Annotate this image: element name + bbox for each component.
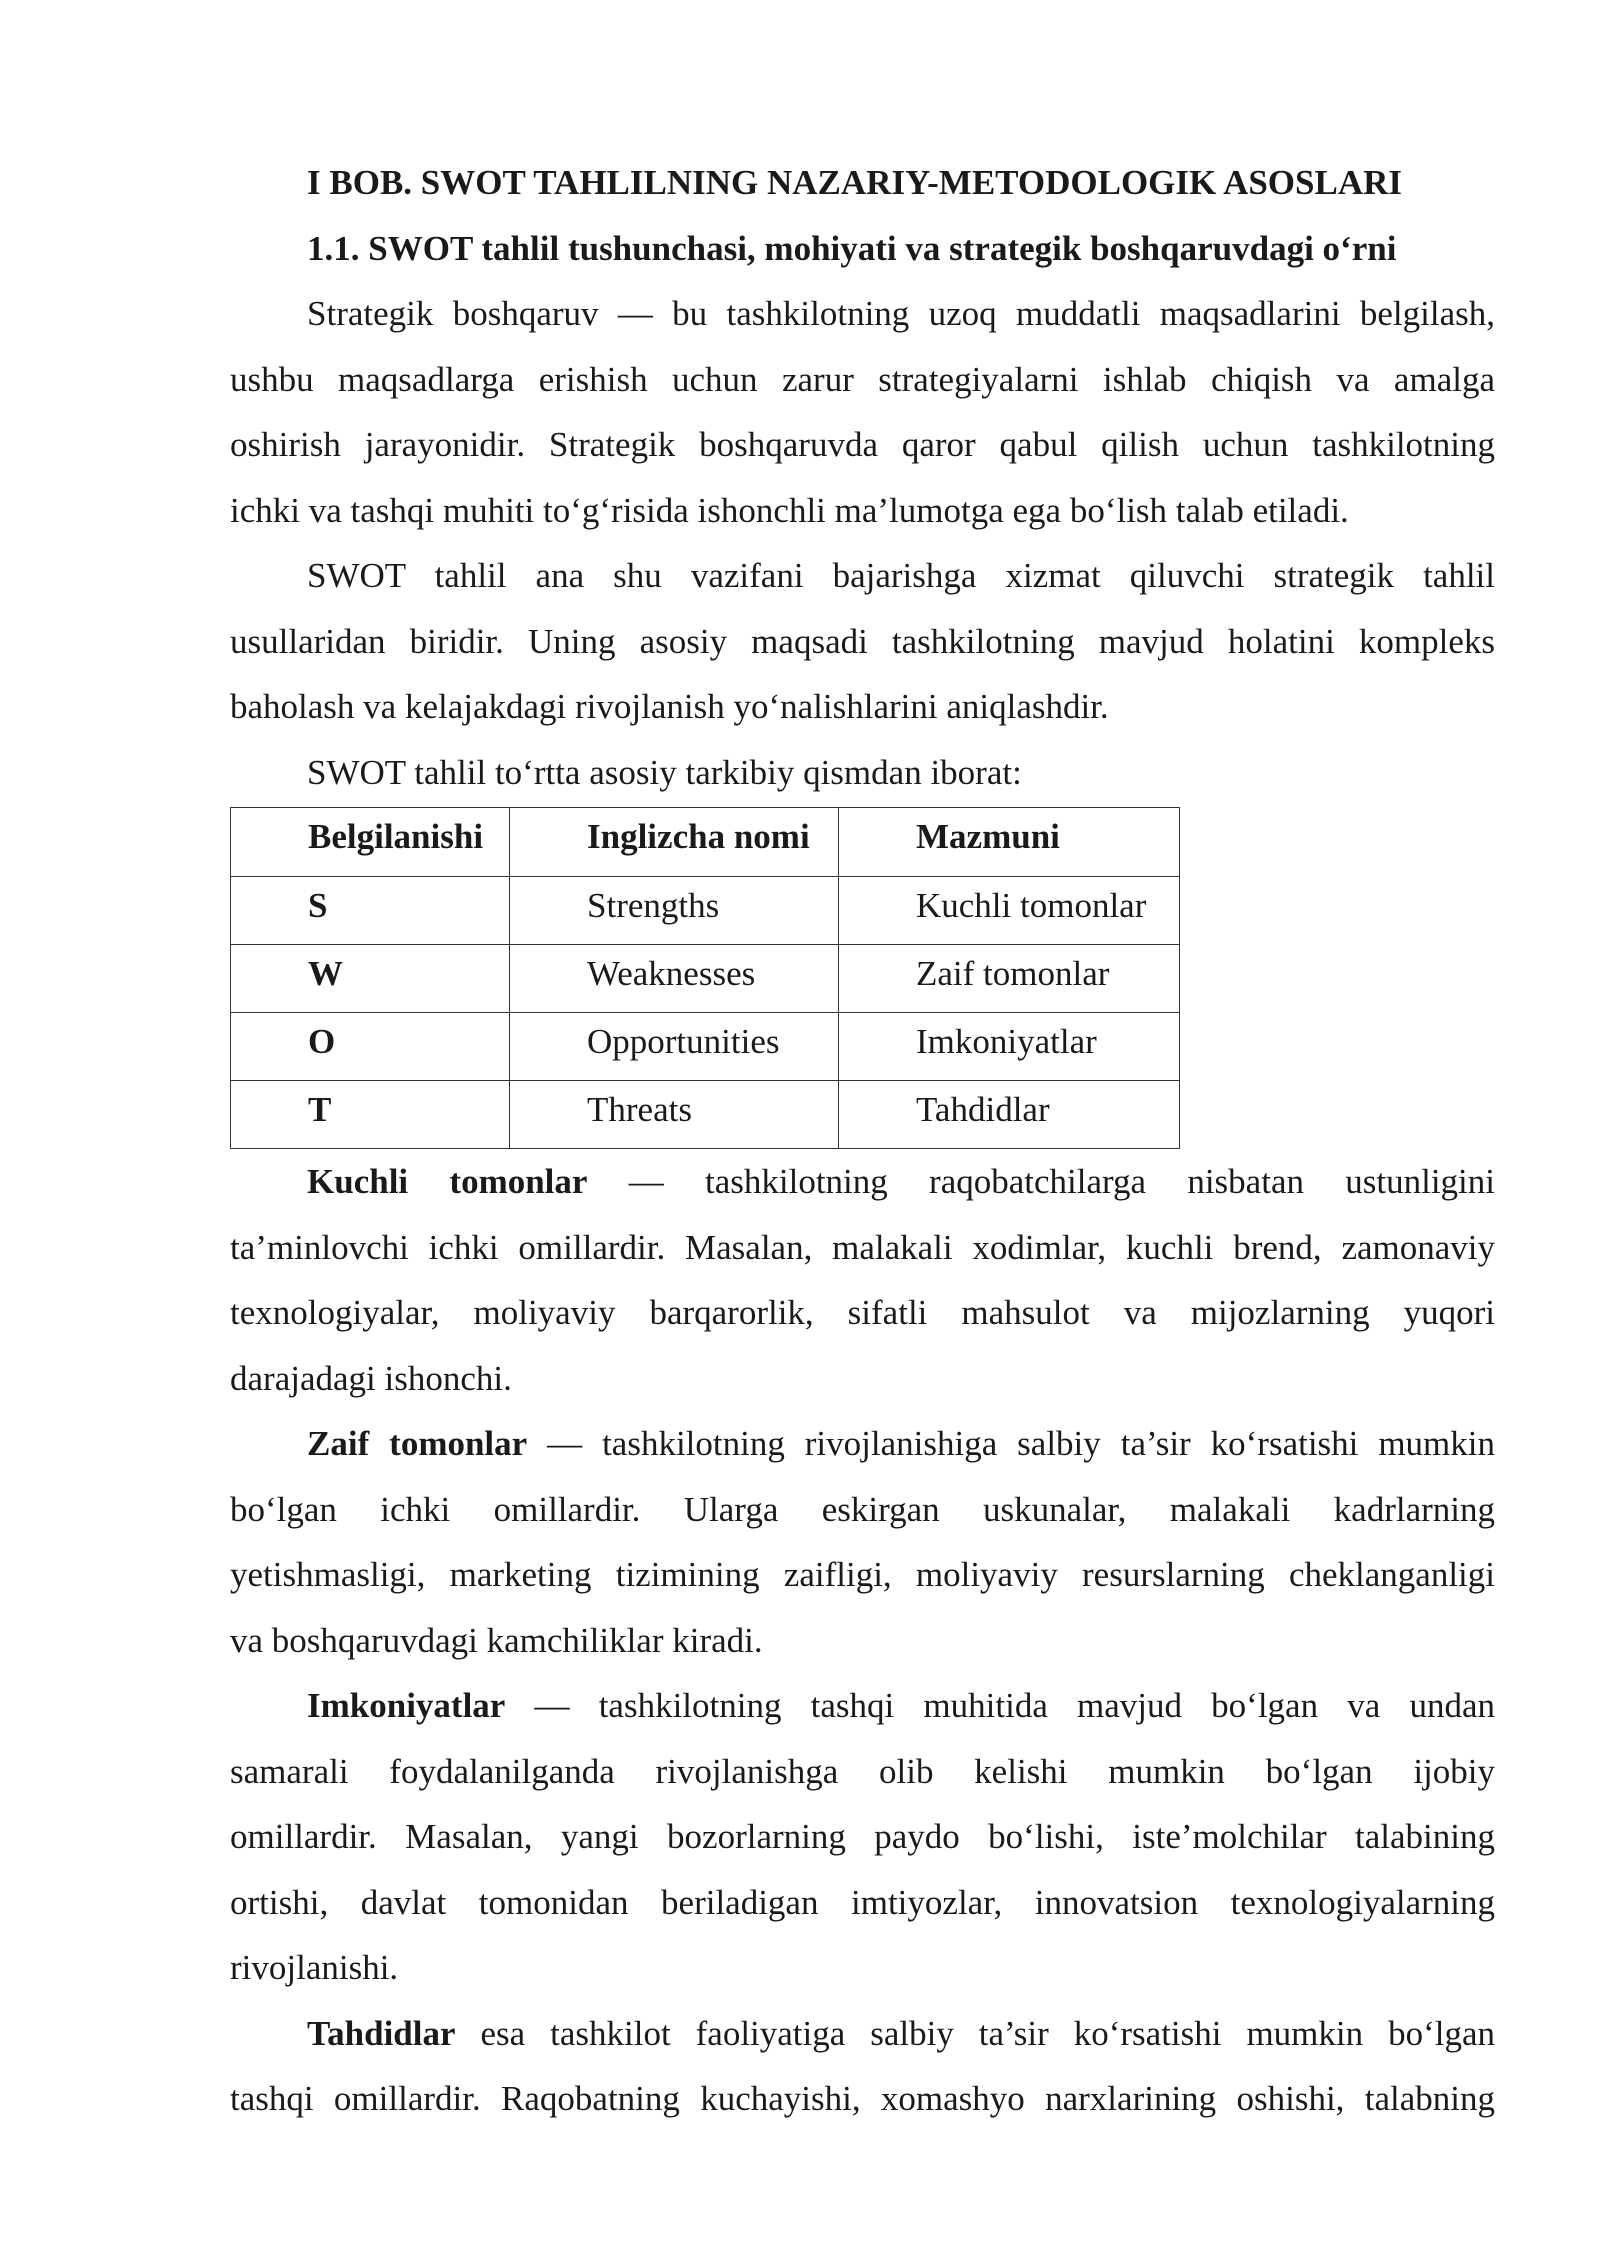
table-row [231, 877, 1180, 945]
paragraph-line: Tahdidlar esa tashkilot faoliyatiga salbiy ta’sir ko‘rsatishi mumkin bo‘lgan [307, 2013, 1495, 2053]
paragraph-line: Imkoniyatlar — tashkilotning tashqi muhitida mavjud bo‘lgan va undan [307, 1686, 1495, 1725]
paragraph-threats [230, 2001, 1495, 2132]
table-header-cell: Mazmuni [839, 808, 1180, 877]
table-cell-code: T [231, 1081, 510, 1149]
table-cell-meaning: Tahdidlar [839, 1081, 1180, 1149]
paragraph-line: samarali foydalanilganda rivojlanishga olib kelishi mumkin bo‘lgan ijobiy [230, 1751, 1495, 1791]
table-row [231, 1081, 1180, 1149]
table-header-row [231, 808, 1180, 877]
table-row [231, 1013, 1180, 1081]
paragraph-weaknesses [230, 1411, 1495, 1673]
table-cell-english: Threats [510, 1081, 839, 1149]
table-cell-code: S [231, 877, 510, 945]
paragraph-line: Zaif tomonlar — tashkilotning rivojlanishiga salbiy ta’sir ko‘rsatishi mumkin [307, 1424, 1495, 1463]
paragraph-strengths [230, 1149, 1495, 1411]
table-row [231, 945, 1180, 1013]
paragraph-line: ushbu maqsadlarga erishish uchun zarur strategiyalarni ishlab chiqish va amalga [230, 359, 1495, 399]
table-cell-english: Strengths [510, 877, 839, 945]
paragraph-line: baholash va kelajakdagi rivojlanish yo‘nalishlarini aniqlashdir. [230, 687, 1109, 726]
paragraph-line: oshirish jarayonidir. Strategik boshqaruvda qaror qabul qilish uchun tashkilotning [230, 425, 1495, 464]
paragraph-line: omillardir. Masalan, yangi bozorlarning paydo bo‘lishi, iste’molchilar talabining [230, 1817, 1495, 1856]
term-strengths: Kuchli tomonlar [307, 1162, 588, 1201]
paragraph-line: rivojlanishi. [230, 1948, 399, 1987]
paragraph-line: Kuchli tomonlar — tashkilotning raqobatchilarga nisbatan ustunligini [307, 1162, 1495, 1201]
table-cell-meaning: Imkoniyatlar [839, 1013, 1180, 1081]
paragraph-line: usullaridan biridir. Uning asosiy maqsadi tashkilotning mavjud holatini kompleks [230, 621, 1495, 661]
table-cell-meaning: Zaif tomonlar [839, 945, 1180, 1013]
paragraph-line: va boshqaruvdagi kamchiliklar kiradi. [230, 1620, 763, 1660]
paragraph-line: ichki va tashqi muhiti to‘g‘risida ishonchli ma’lumotga ega bo‘lish talab etiladi. [230, 490, 1349, 530]
paragraph-line: texnologiyalar, moliyaviy barqarorlik, sifatli mahsulot va mijozlarning yuqori [230, 1293, 1495, 1332]
term-opportunities: Imkoniyatlar [307, 1686, 506, 1725]
paragraph-line: darajadagi ishonchi. [230, 1358, 512, 1398]
paragraph-line: SWOT tahlil ana shu vazifani bajarishga xizmat qiluvchi strategik tahlil [307, 556, 1495, 595]
paragraph-strategic-management [230, 281, 1495, 543]
document-page [230, 150, 1495, 2132]
section-title: 1.1. SWOT tahlil tushunchasi, mohiyati va strategik boshqaruvdagi o‘rni [307, 228, 1397, 268]
table-cell-code: O [231, 1013, 510, 1081]
table-cell-code: W [231, 945, 510, 1013]
paragraph-line: tashqi omillardir. Raqobatning kuchayishi, xomashyo narxlarining oshishi, talabning [230, 2079, 1495, 2118]
swot-table [230, 807, 1180, 1149]
table-cell-meaning: Kuchli tomonlar [839, 877, 1180, 945]
paragraph-line: bo‘lgan ichki omillardir. Ularga eskirgan uskunalar, malakali kadrlarning [230, 1489, 1495, 1529]
table-intro: SWOT tahlil to‘rtta asosiy tarkibiy qismdan iborat: [307, 752, 1022, 792]
paragraph-line: ta’minlovchi ichki omillardir. Masalan, malakali xodimlar, kuchli brend, zamonaviy [230, 1227, 1495, 1267]
paragraph-line: ortishi, davlat tomonidan beriladigan imtiyozlar, innovatsion texnologiyalarning [230, 1882, 1495, 1922]
paragraph-line: Strategik boshqaruv — bu tashkilotning uzoq muddatli maqsadlarini belgilash, [307, 294, 1495, 333]
chapter-title: I BOB. SWOT TAHLILNING NAZARIY-METODOLOGIK ASOSLARI [307, 163, 1403, 202]
paragraph-opportunities [230, 1673, 1495, 2001]
paragraph-line: yetishmasligi, marketing tizimining zaifligi, moliyaviy resurslarning cheklanganligi [230, 1555, 1495, 1594]
table-cell-english: Opportunities [510, 1013, 839, 1081]
term-threats: Tahdidlar [307, 2013, 456, 2053]
term-weaknesses: Zaif tomonlar [307, 1424, 528, 1463]
table-header-cell: Inglizcha nomi [510, 808, 839, 877]
paragraph-swot-purpose [230, 543, 1495, 740]
table-cell-english: Weaknesses [510, 945, 839, 1013]
table-header-cell: Belgilanishi [231, 808, 510, 877]
